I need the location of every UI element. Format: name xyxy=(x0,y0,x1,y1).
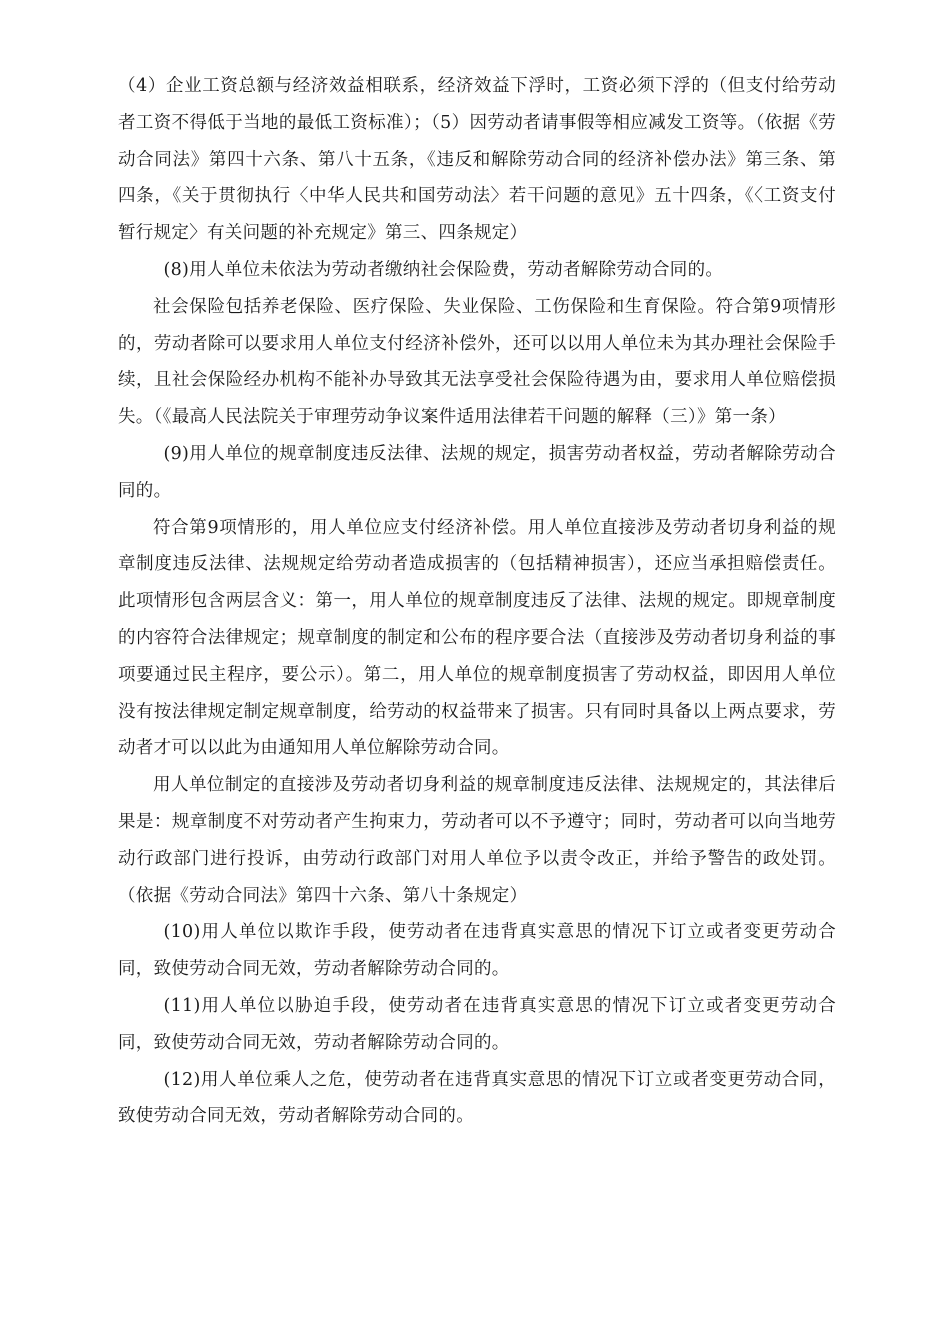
paragraph-rules-violation-consequences: 用人单位制定的直接涉及劳动者切身利益的规章制度违反法律、法规规定的，其法律后果是：规章制度不对劳动者产生拘束力，劳动者可以不予遵守；同时，劳动者可以向当地劳动行政部门进行投诉，由劳动行政部门对用人单位予以责令改正，并给予警告的政处罚。（依据《劳动合同法》第四十六条、第八十条规定） xyxy=(118,775,836,906)
item-12-exploitation: (12)用人单位乘人之危，使劳动者在违背真实意思的情况下订立或者变更劳动合同，致使劳动合同无效，劳动者解除劳动合同的。 xyxy=(118,1069,836,1127)
document-body xyxy=(118,68,836,1135)
item-9-rules-violation: (9)用人单位的规章制度违反法律、法规的规定，损害劳动者权益，劳动者解除劳动合同的。 xyxy=(118,443,836,501)
item-11-coercion: (11)用人单位以胁迫手段，使劳动者在违背真实意思的情况下订立或者变更劳动合同，致使劳动合同无效，劳动者解除劳动合同的。 xyxy=(118,995,836,1053)
paragraph-social-insurance-explanation: 社会保险包括养老保险、医疗保险、失业保险、工伤保险和生育保险。符合第9项情形的，劳动者除可以要求用人单位支付经济补偿外，还可以以用人单位未为其办理社会保险手续，且社会保险经办机构不能补办导致其无法享受社会保险待遇为由，要求用人单位赔偿损失。（《最高人民法院关于审理劳动争议案件适用法律若干问题的解释（三）》第一条） xyxy=(118,296,836,428)
paragraph-rules-violation-explanation: 符合第9项情形的，用人单位应支付经济补偿。用人单位直接涉及劳动者切身利益的规章制度违反法律、法规规定给劳动者造成损害的（包括精神损害），还应当承担赔偿责任。此项情形包含两层含义：第一，用人单位的规章制度违反了法律、法规的规定。即规章制度的内容符合法律规定；规章制度的制定和公布的程序要合法（直接涉及劳动者切身利益的事项要通过民主程序，要公示）。第二，用人单位的规章制度损害了劳动权益，即因用人单位没有按法律规定制定规章制度，给劳动的权益带来了损害。只有同时具备以上两点要求，劳动者才可以以此为由通知用人单位解除劳动合同。 xyxy=(118,517,836,759)
item-8-social-insurance: (8)用人单位未依法为劳动者缴纳社会保险费，劳动者解除劳动合同的。 xyxy=(163,259,724,280)
item-10-fraud: (10)用人单位以欺诈手段，使劳动者在违背真实意思的情况下订立或者变更劳动合同，致使劳动合同无效，劳动者解除劳动合同的。 xyxy=(118,922,836,980)
paragraph-wage-reduction-cases: （4）企业工资总额与经济效益相联系，经济效益下浮时，工资必须下浮的（但支付给劳动者工资不得低于当地的最低工资标准）；（5）因劳动者请事假等相应减发工资等。（依据《劳动合同法》第四十六条、第八十五条，《违反和解除劳动合同的经济补偿办法》第三条、第四条，《关于贯彻执行〈中华人民共和国劳动法〉若干问题的意见》五十四条，《〈工资支付暂行规定〉有关问题的补充规定》第三、四条规定） xyxy=(118,76,836,244)
